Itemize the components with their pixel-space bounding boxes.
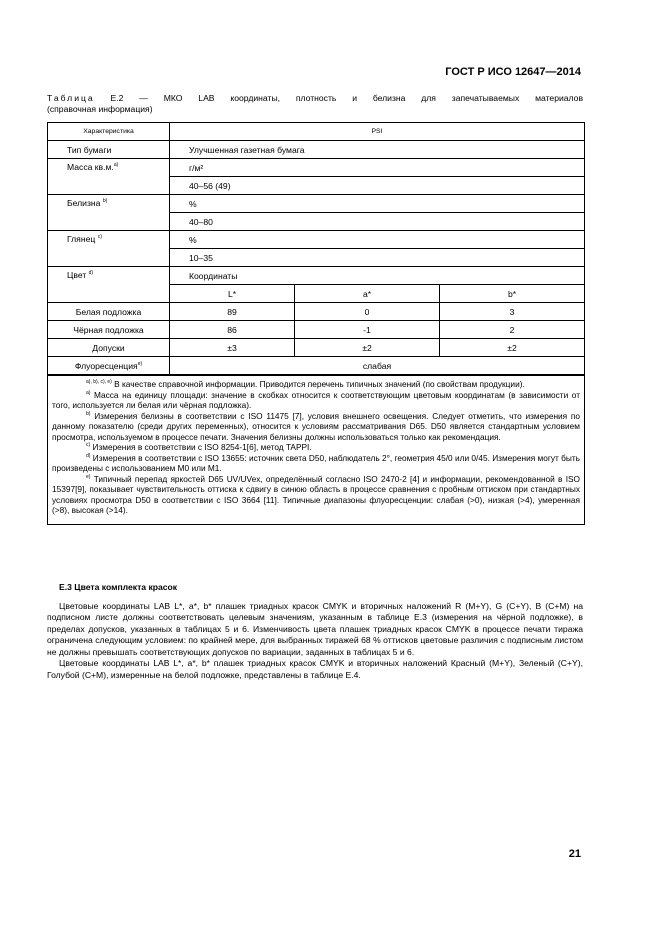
mass-unit: г/м² — [170, 159, 585, 177]
white-backing-label: Белая подложка — [48, 303, 170, 321]
fluorescence-value: слабая — [170, 357, 585, 376]
header-characteristic: Характеристика — [48, 123, 170, 141]
properties-table — [47, 122, 585, 525]
note-e-text: Типичный перепад яркостей D65 UV/UVex, определённый согласно ISO 2470-2 [4] и информации, рекомендованной в ISO 15397[9], показывает чувствительность оттиска к сдвигу в синюю область в процессе сравнения с пробным оттиском при стандартных условиях просмотра D50 в соответствии с ISO 3664 [11]. Типичные диапазоны флуоресценции: слабая (>0), низкая (>4), умеренная (>8), высокая (>14). — [52, 473, 580, 515]
row-fluorescence — [48, 357, 585, 376]
document-header: ГОСТ Р ИСО 12647—2014 — [445, 66, 581, 78]
whiteness-unit: % — [170, 195, 585, 213]
mass-value: 40–56 (49) — [170, 177, 585, 195]
paper-type-label: Тип бумаги — [48, 141, 170, 159]
whiteness-label-cell — [48, 195, 170, 231]
row-black-backing — [48, 321, 585, 339]
tolerance-label: Допуски — [48, 339, 170, 357]
section-e3 — [47, 582, 583, 681]
gloss-label: Глянец — [67, 234, 96, 244]
col-L-header: L* — [170, 285, 295, 303]
section-heading: Е.3 Цвета комплекта красок — [59, 582, 178, 592]
white-a: 0 — [295, 303, 440, 321]
tol-b: ±2 — [440, 339, 585, 357]
tol-L: ±3 — [170, 339, 295, 357]
note-a-ref: a) — [86, 389, 91, 396]
row-gloss-unit — [48, 231, 585, 249]
gloss-value: 10–35 — [170, 249, 585, 267]
note-e — [52, 474, 580, 516]
col-b-header: b* — [440, 285, 585, 303]
mass-footnote-ref: a) — [113, 162, 119, 169]
coordinates-label: Координаты — [170, 267, 585, 285]
whiteness-value: 40–80 — [170, 213, 585, 231]
section-paragraph-1: Цветовые координаты LAB L*, a*, b* плашек триадных красок CMYK и вторичных наложений R (M+Y), G (C+Y), B (C+M) на подписном листе должны соответствовать целевым значениям, указанным в таблице Е.3 (измерения на чёрной подложке), в пределах допусков, указанных в таблицах 5 и 6. Изменчивость цвета плашек триадных красок CMYK в процессе печати тиража ограничена следующим условием: по крайней мере, для выбранных тиражей 68 % оттисков цветовые различия с подписным листом не должны превышать соответствующих допусков по вариации, заданных в таблицах 5 и 6. — [47, 600, 583, 657]
color-footnote-ref: d) — [88, 270, 94, 277]
note-b-ref: b) — [86, 410, 91, 417]
color-label: Цвет — [67, 270, 87, 280]
note-d-ref: d) — [86, 452, 91, 459]
gloss-unit: % — [170, 231, 585, 249]
whiteness-label: Белизна — [67, 198, 101, 208]
note-d-text: Измерения в соответствии с ISO 13655: источник света D50, наблюдатель 2°, геометрия 45/0 или 0/45. Измерения могут быть произведены с использованием M0 или M1. — [52, 452, 580, 473]
black-L: 86 — [170, 321, 295, 339]
whiteness-footnote-ref: b) — [102, 198, 108, 205]
white-b: 3 — [440, 303, 585, 321]
note-c — [52, 442, 580, 453]
gloss-footnote-ref: c) — [97, 234, 102, 241]
fluorescence-label: Флуоресценция — [74, 360, 138, 371]
header-psi: PSI — [170, 123, 585, 141]
note-a-text: Масса на единицу площади: значение в скобках относится к соответствующим цветовым координатам (в зависимости от того, используется ли белая или чёрная подложка). — [52, 389, 580, 410]
black-b: 2 — [440, 321, 585, 339]
mass-label-cell — [48, 159, 170, 195]
table-subtitle: (справочная информация) — [47, 104, 153, 114]
black-backing-label: Чёрная подложка — [48, 321, 170, 339]
fluorescence-footnote-ref: e) — [137, 360, 143, 367]
row-paper-type — [48, 141, 585, 159]
row-whiteness-unit — [48, 195, 585, 213]
mass-label: Масса кв.м. — [67, 162, 114, 172]
row-white-backing — [48, 303, 585, 321]
tol-a: ±2 — [295, 339, 440, 357]
row-tolerance — [48, 339, 585, 357]
note-a — [52, 390, 580, 411]
note-b — [52, 411, 580, 443]
fluorescence-label-cell — [48, 357, 170, 376]
table-header-row — [48, 123, 585, 141]
row-color-coords — [48, 267, 585, 285]
row-notes — [48, 375, 585, 524]
note-general-text: В качестве справочной информации. Приводится перечень типичных значений (по свойствам продукции). — [114, 379, 525, 389]
table-notes — [48, 375, 585, 524]
table-label: Таблица — [47, 93, 95, 103]
paper-type-value: Улучшенная газетная бумага — [170, 141, 585, 159]
row-mass-unit — [48, 159, 585, 177]
notes-block — [52, 379, 580, 516]
note-c-ref: c) — [86, 442, 91, 449]
table-title — [47, 93, 583, 104]
color-label-cell — [48, 267, 170, 303]
section-paragraph-2: Цветовые координаты LAB L*, a*, b* плашек триадных красок CMYK и вторичных наложений Красный (M+Y), Зеленый (C+Y), Голубой (C+M), измеренные на белой подложке, представлены в таблице Е.4. — [47, 658, 583, 680]
note-b-text: Измерения белизны в соответствии с ISO 11475 [7], условия внешнего освещения. Следует отметить, что измерения по данному показателю (среди других переменных), относится к условиям рассматривания D65. D50 является стандартным условием просмотра, используемом в процессе печати. Значения белизны должны использоваться только как рекомендация. — [52, 410, 580, 442]
note-d — [52, 453, 580, 474]
col-a-header: a* — [295, 285, 440, 303]
table-title-text: Е.2 — МКО LAB координаты, плотность и белизна для запечатываемых материалов — [110, 93, 584, 103]
gloss-label-cell — [48, 231, 170, 267]
note-c-text: Измерения в соответствии с ISO 8254-1[6], метод TAPPI. — [92, 442, 312, 452]
black-a: -1 — [295, 321, 440, 339]
page-number: 21 — [568, 848, 581, 860]
note-general-ref: a), b), c), e) — [86, 379, 112, 386]
table-caption — [47, 93, 583, 115]
note-general — [52, 379, 580, 390]
note-e-ref: e) — [86, 473, 91, 480]
white-L: 89 — [170, 303, 295, 321]
